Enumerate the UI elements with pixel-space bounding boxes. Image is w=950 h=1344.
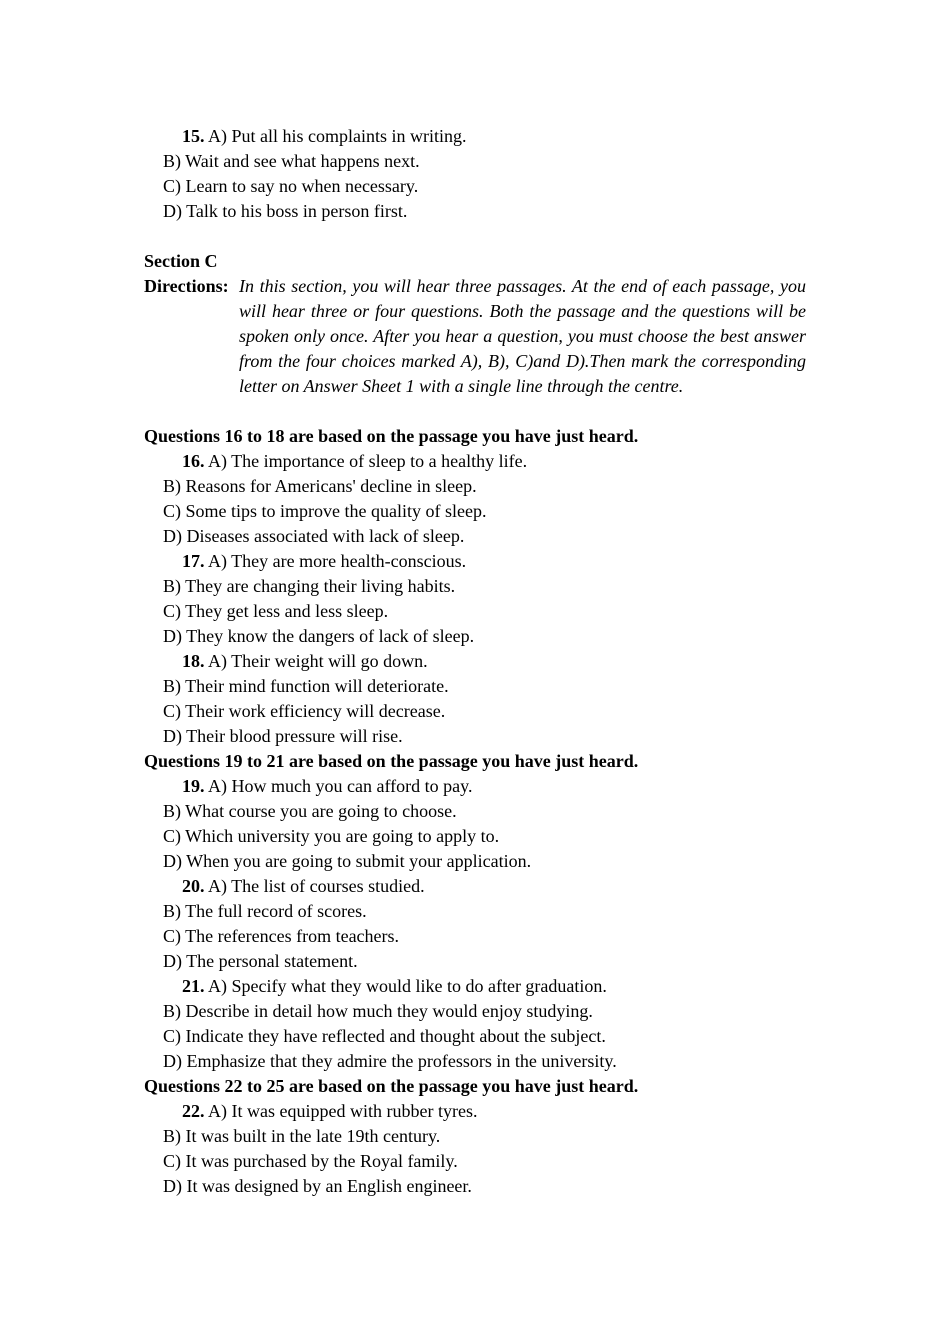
- exam-page: [144, 124, 806, 1199]
- option-c: C) Indicate they have reflected and thought about the subject.: [163, 1026, 606, 1046]
- question-number: 15.: [182, 126, 205, 146]
- option-d: D) Emphasize that they admire the professors in the university.: [163, 1051, 617, 1071]
- option-b: B) Wait and see what happens next.: [163, 151, 420, 171]
- question-21: [144, 974, 806, 1074]
- group-heading-22-25: Questions 22 to 25 are based on the passage you have just heard.: [144, 1076, 639, 1096]
- option-c: C) It was purchased by the Royal family.: [163, 1151, 458, 1171]
- question-number: 17.: [182, 551, 205, 571]
- directions-text: In this section, you will hear three passages. At the end of each passage, you will hear three or four questions. Both the passage and the questions will be spoken only once. After you hear a question, you must choose the best answer from the four choices marked A), B), C)and D).Then mark the corresponding letter on Answer Sheet 1 with a single line through the centre.: [239, 276, 806, 396]
- question-19: [144, 774, 806, 874]
- option-c: C) Which university you are going to apply to.: [163, 826, 500, 846]
- question-number: 21.: [182, 976, 205, 996]
- question-17: [144, 549, 806, 649]
- question-18: [144, 649, 806, 749]
- spacer: [144, 399, 806, 424]
- section-title: Section C: [144, 251, 218, 271]
- question-number: 19.: [182, 776, 205, 796]
- option-a: A) They are more health-conscious.: [208, 551, 467, 571]
- question-16: [144, 449, 806, 549]
- option-a: A) Specify what they would like to do after graduation.: [208, 976, 607, 996]
- group-heading-19-21: Questions 19 to 21 are based on the passage you have just heard.: [144, 751, 639, 771]
- option-c: C) Learn to say no when necessary.: [163, 176, 419, 196]
- option-a: A) It was equipped with rubber tyres.: [208, 1101, 478, 1121]
- question-15-option-a-line: [144, 124, 806, 149]
- option-d: D) It was designed by an English engineer.: [163, 1176, 472, 1196]
- option-d: D) They know the dangers of lack of sleep.: [163, 626, 475, 646]
- question-19-option-a-line: [144, 774, 806, 799]
- option-a: A) Put all his complaints in writing.: [208, 126, 467, 146]
- question-16-option-a-line: [144, 449, 806, 474]
- option-d: D) Their blood pressure will rise.: [163, 726, 403, 746]
- question-21-option-a-line: [144, 974, 806, 999]
- question-22: [144, 1099, 806, 1199]
- option-b: B) Their mind function will deteriorate.: [163, 676, 449, 696]
- option-a: A) The importance of sleep to a healthy life.: [208, 451, 528, 471]
- option-b: B) Reasons for Americans' decline in sleep.: [163, 476, 477, 496]
- question-number: 18.: [182, 651, 205, 671]
- directions-label: Directions:: [144, 276, 229, 296]
- option-a: A) The list of courses studied.: [208, 876, 425, 896]
- question-18-option-a-line: [144, 649, 806, 674]
- spacer: [144, 224, 806, 249]
- question-17-option-a-line: [144, 549, 806, 574]
- option-b: B) It was built in the late 19th century.: [163, 1126, 441, 1146]
- option-d: D) The personal statement.: [163, 951, 358, 971]
- option-a: A) Their weight will go down.: [208, 651, 428, 671]
- option-b: B) What course you are going to choose.: [163, 801, 457, 821]
- option-b: B) Describe in detail how much they would enjoy studying.: [163, 1001, 593, 1021]
- group-heading-16-18: Questions 16 to 18 are based on the passage you have just heard.: [144, 426, 639, 446]
- question-22-option-a-line: [144, 1099, 806, 1124]
- option-b: B) The full record of scores.: [163, 901, 367, 921]
- option-c: C) They get less and less sleep.: [163, 601, 389, 621]
- option-a: A) How much you can afford to pay.: [208, 776, 473, 796]
- option-d: D) When you are going to submit your application.: [163, 851, 532, 871]
- directions-block: [144, 274, 806, 399]
- option-d: D) Diseases associated with lack of sleep.: [163, 526, 465, 546]
- question-20-option-a-line: [144, 874, 806, 899]
- option-c: C) Some tips to improve the quality of sleep.: [163, 501, 487, 521]
- option-d: D) Talk to his boss in person first.: [163, 201, 408, 221]
- question-number: 22.: [182, 1101, 205, 1121]
- option-b: B) They are changing their living habits.: [163, 576, 456, 596]
- question-15: [144, 124, 806, 224]
- option-c: C) The references from teachers.: [163, 926, 400, 946]
- option-c: C) Their work efficiency will decrease.: [163, 701, 446, 721]
- question-number: 20.: [182, 876, 205, 896]
- question-20: [144, 874, 806, 974]
- question-number: 16.: [182, 451, 205, 471]
